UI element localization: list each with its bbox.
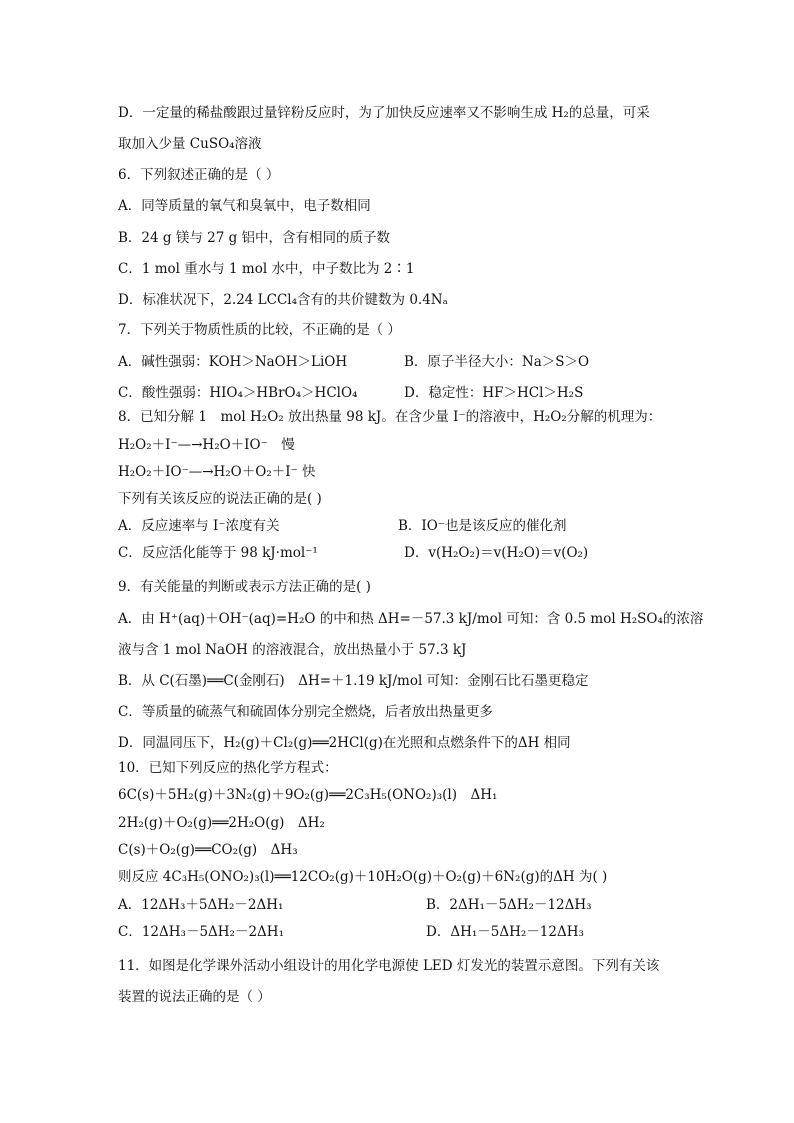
q8-option-d: D．v(H₂O₂)＝v(H₂O)＝v(O₂) <box>404 545 589 561</box>
q7-option-d: D．稳定性：HF＞HCl＞H₂S <box>404 385 584 401</box>
q9-option-a-line1: A．由 H⁺(aq)＋OH⁻(aq)=H₂O 的中和热 ΔH=－57.3 kJ/mol 可知：含 0.5 mol H₂SO₄的浓溶 <box>118 611 704 627</box>
q9-option-a-line2: 液与含 1 mol NaOH 的溶液混合，放出热量小于 57.3 kJ <box>118 642 467 658</box>
q10-option-c: C．12ΔH₃－5ΔH₂－2ΔH₁ <box>118 924 284 940</box>
q10-stem: 10．已知下列反应的热化学方程式： <box>118 760 338 776</box>
q11-stem-line1: 11．如图是化学课外活动小组设计的用化学电源使 LED 灯发光的装置示意图。下列有关该 <box>118 958 660 974</box>
q9-option-b: B．从 C(石墨)══C(金刚石) ΔH=＋1.19 kJ/mol 可知：金刚石比石墨更稳定 <box>118 673 589 689</box>
q8-question: 下列有关该反应的说法正确的是( ) <box>118 491 322 507</box>
q7-option-b: B．原子半径大小：Na＞S＞O <box>404 354 590 370</box>
q6-option-a: A．同等质量的氧气和臭氧中，电子数相同 <box>118 198 371 214</box>
q6-option-b: B．24 g 镁与 27 g 铝中，含有相同的质子数 <box>118 230 391 246</box>
q8-mechanism-step2: H₂O₂＋IO⁻—→H₂O＋O₂＋I⁻ 快 <box>118 464 316 480</box>
q8-option-a: A．反应速率与 I⁻浓度有关 <box>118 518 280 534</box>
q6-option-d: D．标准状况下，2.24 LCCl₄含有的共价键数为 0.4Nₐ <box>118 292 448 308</box>
q10-option-b: B．2ΔH₁－5ΔH₂－12ΔH₃ <box>426 897 592 913</box>
q8-mechanism-step1: H₂O₂＋I⁻—→H₂O＋IO⁻ 慢 <box>118 437 295 453</box>
q10-equation-3: C(s)＋O₂(g)══CO₂(g) ΔH₃ <box>118 842 298 858</box>
q7-option-c: C．酸性强弱：HIO₄＞HBrO₄＞HClO₄ <box>118 385 358 401</box>
q10-equation-2: 2H₂(g)＋O₂(g)══2H₂O(g) ΔH₂ <box>118 815 325 831</box>
q9-option-d: D．同温同压下，H₂(g)＋Cl₂(g)══2HCl(g)在光照和点燃条件下的ΔH 相同 <box>118 735 571 751</box>
q5-option-d-line1: D．一定量的稀盐酸跟过量锌粉反应时，为了加快反应速率又不影响生成 H₂的总量，可采 <box>118 105 650 121</box>
q9-option-c: C．等质量的硫蒸气和硫固体分别完全燃烧，后者放出热量更多 <box>118 704 493 720</box>
q10-option-a: A．12ΔH₃＋5ΔH₂－2ΔH₁ <box>118 897 284 913</box>
q8-option-c: C．反应活化能等于 98 kJ·mol⁻¹ <box>118 545 318 561</box>
q6-stem: 6．下列叙述正确的是（ ） <box>118 167 280 183</box>
q6-option-c: C．1 mol 重水与 1 mol 水中，中子数比为 2∶1 <box>118 261 415 277</box>
q8-option-b: B．IO⁻也是该反应的催化剂 <box>398 518 567 534</box>
q10-equation-1: 6C(s)＋5H₂(g)＋3N₂(g)＋9O₂(g)══2C₃H₅(ONO₂)₃(l) ΔH₁ <box>118 787 498 803</box>
q7-stem: 7．下列关于物质性质的比较，不正确的是（ ） <box>118 322 401 338</box>
q7-option-a: A．碱性强弱：KOH＞NaOH＞LiOH <box>118 354 348 370</box>
q10-question: 则反应 4C₃H₅(ONO₂)₃(l)══12CO₂(g)＋10H₂O(g)＋O₂(g)＋6N₂(g)的ΔH 为( ) <box>118 869 608 885</box>
q5-option-d-line2: 取加入少量 CuSO₄溶液 <box>118 136 262 152</box>
q9-stem: 9．有关能量的判断或表示方法正确的是( ) <box>118 579 371 595</box>
q11-stem-line2: 装置的说法正确的是（ ） <box>118 989 271 1005</box>
q8-stem: 8．已知分解 1 mol H₂O₂ 放出热量 98 kJ。在含少量 I⁻的溶液中，H₂O₂分解的机理为： <box>118 409 662 425</box>
q10-option-d: D．ΔH₁－5ΔH₂－12ΔH₃ <box>426 924 584 940</box>
